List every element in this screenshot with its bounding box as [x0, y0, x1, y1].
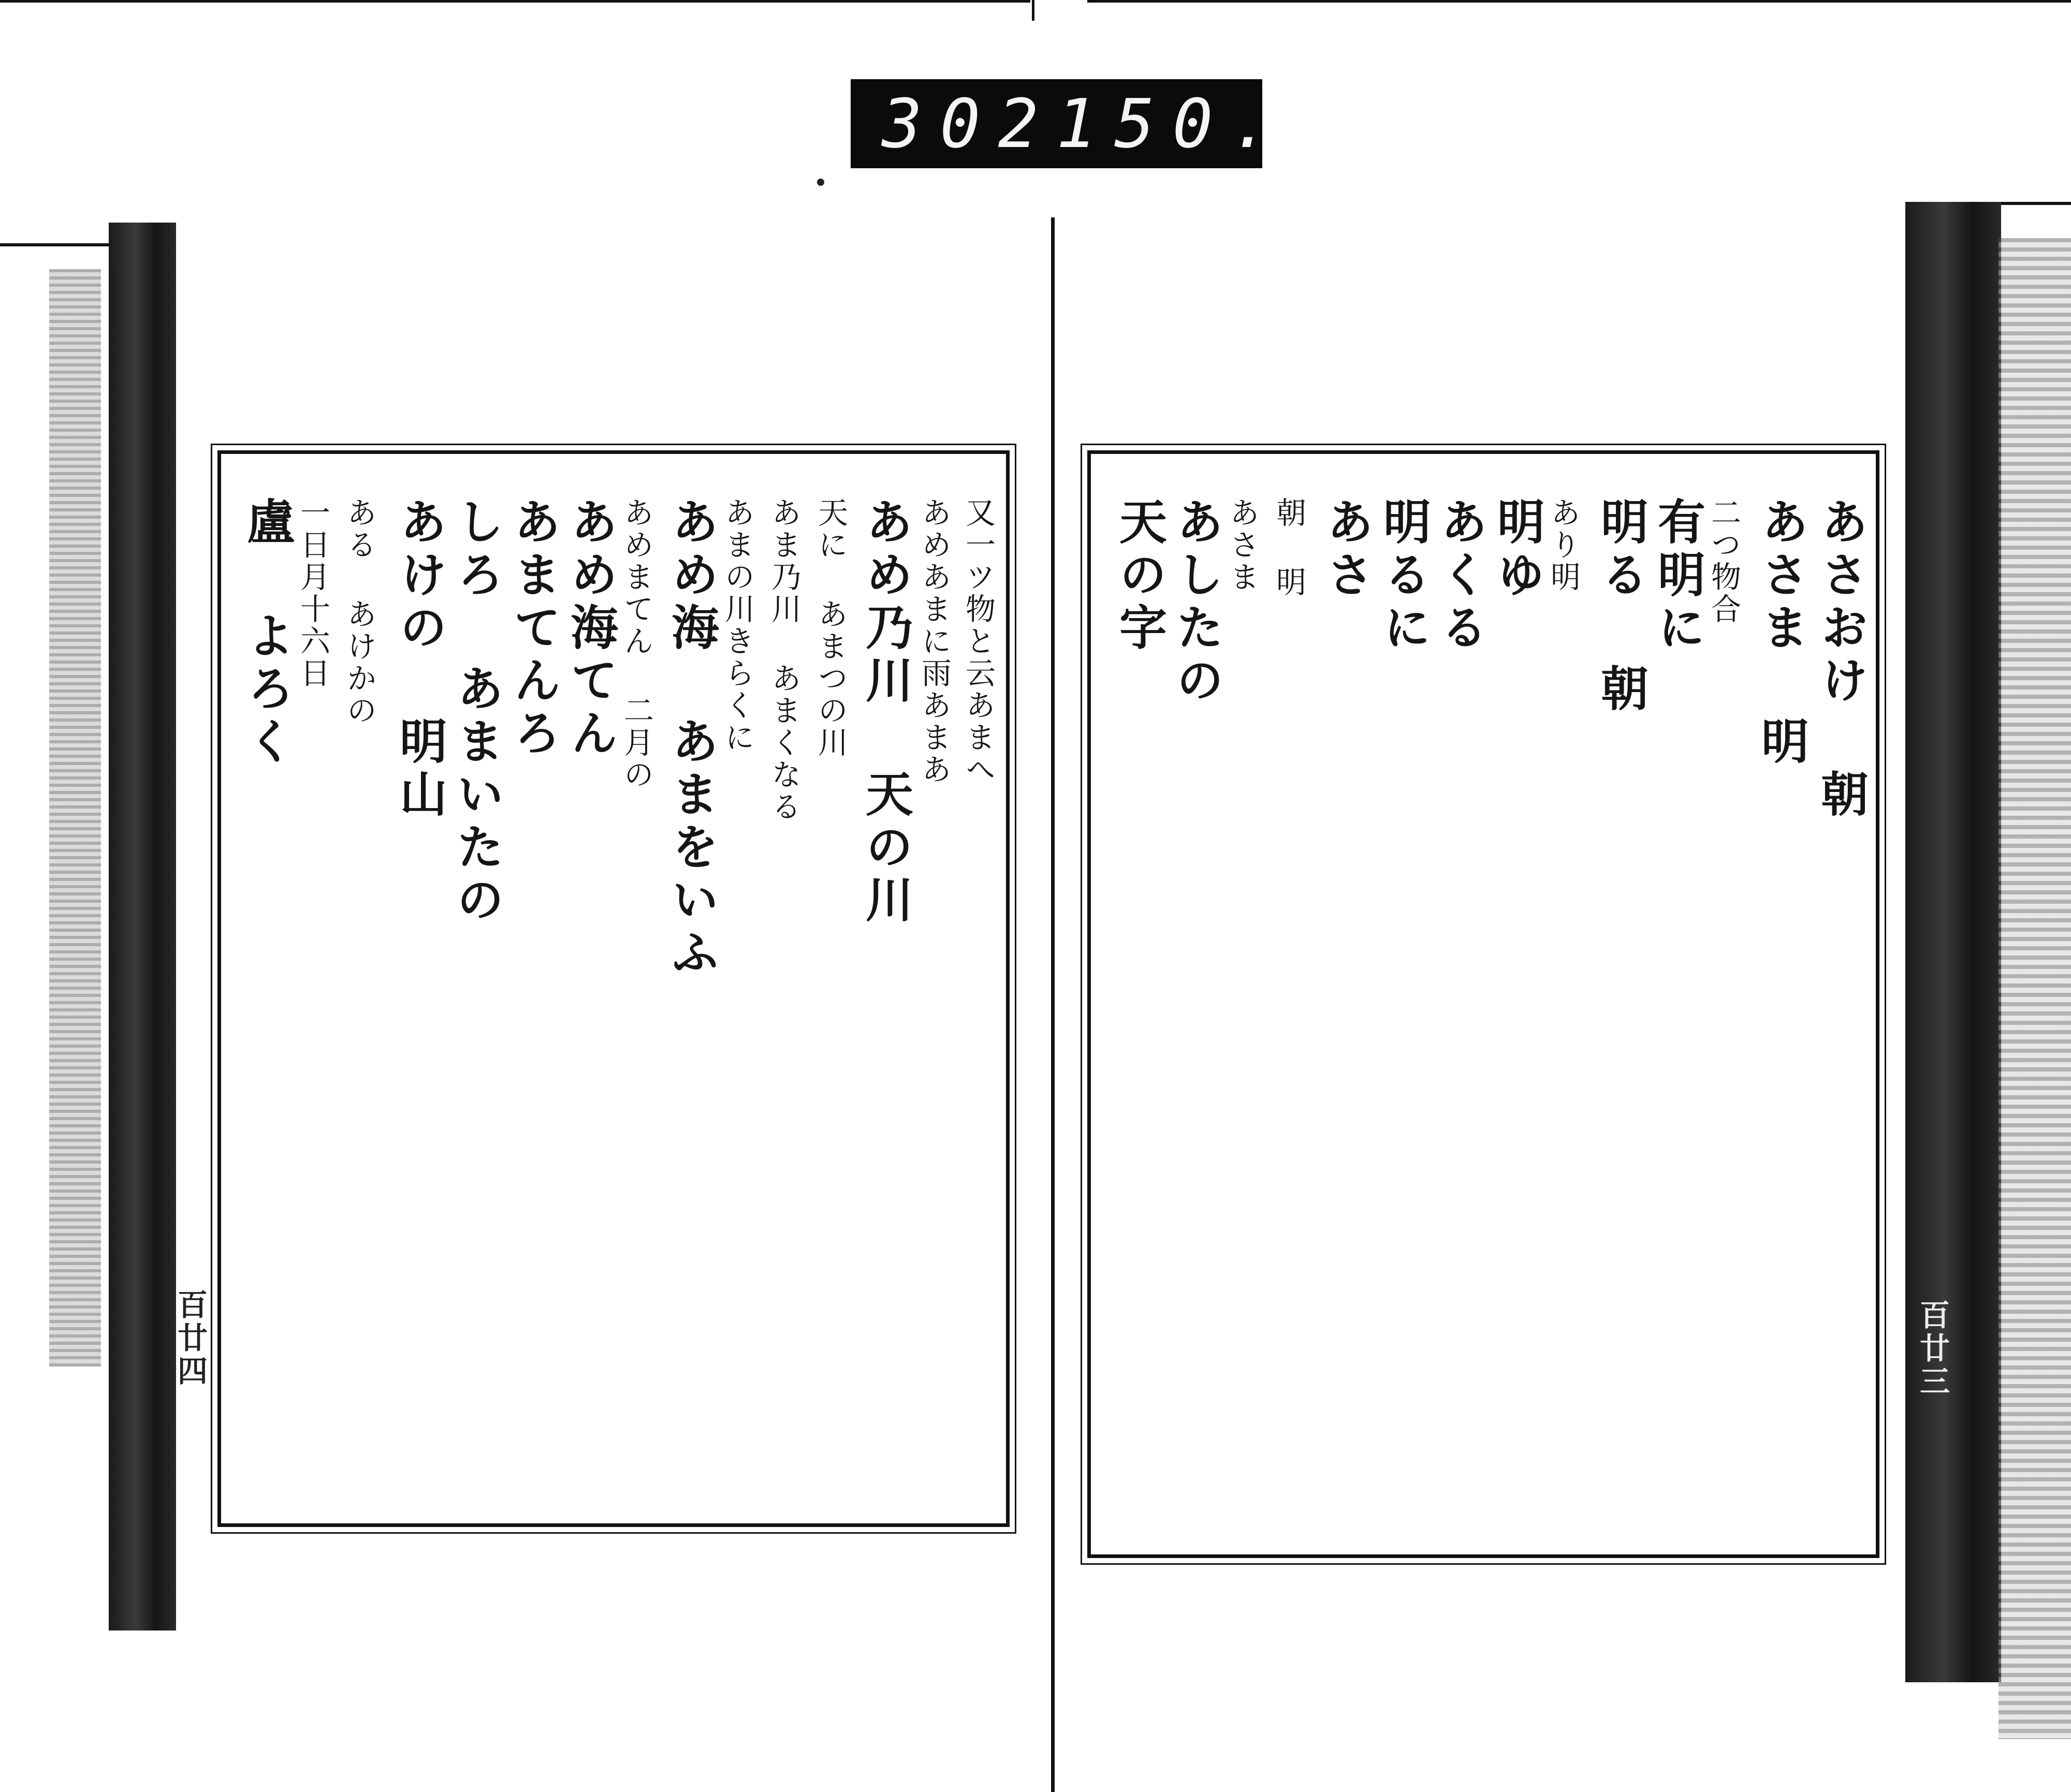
right-col-4: 有明に [1650, 497, 1706, 655]
right-col-2: あさま 明 [1754, 497, 1810, 769]
right-col-7: 明ゆ [1490, 497, 1545, 603]
top-vertical-tick [1032, 0, 1034, 21]
left-col-8: あめまてん 二月の [619, 497, 654, 791]
top-rule-right [1087, 0, 2071, 3]
microfilm-label [851, 79, 1289, 168]
left-col-10: あまてんろ [506, 497, 562, 761]
left-col-7: あめ海 あまをいふ [664, 497, 720, 980]
right-col-5: 明る 朝 [1593, 497, 1649, 716]
right-mid-rule [1996, 202, 2071, 205]
left-col-6: あまの川きらくに [720, 497, 755, 754]
left-page-folio: 百廿四 [172, 1289, 208, 1388]
right-col-1: あさおけ 朝 [1813, 497, 1869, 822]
left-col-12: あけの 明山 [392, 497, 448, 822]
left-page-edge [109, 223, 176, 1631]
right-col-13: あしたの [1169, 497, 1224, 708]
left-col-14: 一日月十六日 [295, 497, 330, 689]
right-page-edge [1905, 202, 2001, 1682]
right-page-shadow [1999, 238, 2071, 1739]
label-right-number: 150. [1056, 84, 1289, 163]
top-rule-left [0, 0, 1030, 3]
label-left-number: 302 [882, 84, 1056, 163]
right-col-8: あくる [1433, 497, 1489, 655]
right-col-12: あさま [1224, 497, 1260, 593]
right-col-3: 二つ物合 [1706, 497, 1741, 625]
right-page-folio: 百廿三 [1915, 1299, 1950, 1399]
left-col-1: 又一ツ物と云あまへ [960, 497, 996, 786]
right-col-6: あり明 [1545, 497, 1581, 593]
left-col-13: ある あけかの [342, 497, 377, 727]
left-page-shadow [49, 269, 101, 1367]
center-gutter-line [1051, 217, 1055, 1792]
right-col-11: 朝 明 [1271, 497, 1306, 598]
left-col-3: あめ乃川 天の川 [858, 497, 914, 928]
left-col-9: あめ海てん [563, 497, 619, 761]
label-dot [817, 179, 824, 186]
right-col-10: あさ [1319, 497, 1375, 603]
left-col-5: あま乃川 あまくなる [766, 497, 801, 823]
left-col-2: あめあまに雨あまあ [916, 497, 952, 786]
right-col-14: 天の字 [1112, 497, 1168, 655]
left-col-4: 天に あまつの川 [813, 497, 848, 759]
left-col-11: しろ あまいたの [449, 497, 505, 928]
left-col-15: 盧 よろく [239, 497, 295, 769]
right-col-9: 明るに [1376, 497, 1432, 655]
